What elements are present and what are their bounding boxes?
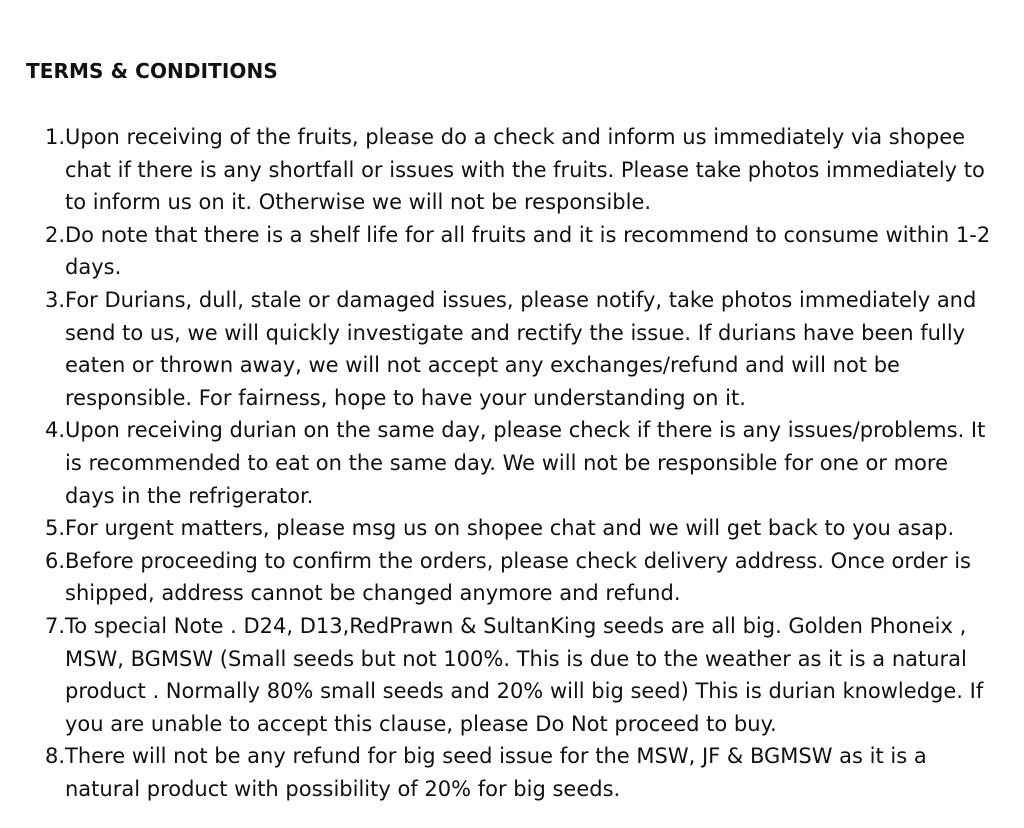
item-number: 4. [44, 418, 65, 443]
terms-item-7 [24, 610, 1000, 740]
item-text: To special Note . D24, D13,RedPrawn & SultanKing seeds are all big. Golden Phoneix , MSW, BGMSW (Small seeds but not 100%. This is due to the weather as it is a natural product . Normally 80% small seeds and 20% will big seed) This is durian knowledge. If you are unable to accept this clause, please Do Not proceed to buy. [65, 613, 984, 736]
terms-item-5 [24, 512, 1000, 545]
item-text: For urgent matters, please msg us on shopee chat and we will get back to you asap. [65, 516, 955, 541]
item-number: 7. [44, 613, 65, 638]
page-title: TERMS & CONDITIONS [26, 59, 278, 83]
item-number: 5. [44, 516, 65, 541]
terms-item-4 [24, 414, 1000, 512]
item-number: 6. [44, 548, 65, 573]
terms-item-6 [24, 545, 1000, 610]
item-number: 1. [44, 125, 65, 149]
terms-item-3 [24, 284, 1000, 414]
terms-item-8 [24, 740, 1000, 805]
item-text: Before proceeding to confirm the orders, please check delivery address. Once order is shipped, address cannot be changed anymore and refund. [65, 548, 971, 606]
item-number: 8. [44, 744, 65, 769]
item-text: Upon receiving of the fruits, please do a check and inform us immediately via shopee chat if there is any shortfall or issues with the fruits. Please take photos immediately to to inform us on it. Otherwise we will not be responsible. [65, 125, 985, 215]
item-text: Upon receiving durian on the same day, please check if there is any issues/problems. It is recommended to eat on the same day. We will not be responsible for one or more days in the refrigerator. [65, 418, 986, 508]
item-text: For Durians, dull, stale or damaged issues, please notify, take photos immediately and send to us, we will quickly investigate and rectify the issue. If durians have been fully eaten or thrown away, we will not accept any exchanges/refund and will not be responsible. For fairness, hope to have your understanding on it. [65, 287, 977, 410]
terms-item-1 [24, 121, 1000, 219]
terms-item-2 [24, 219, 1000, 284]
terms-list [24, 121, 1000, 805]
item-number: 3. [44, 287, 65, 312]
item-text: Do note that there is a shelf life for all fruits and it is recommend to consume within 1-2 days. [65, 222, 991, 280]
item-text: There will not be any refund for big seed issue for the MSW, JF & BGMSW as it is a natural product with possibility of 20% for big seeds. [65, 744, 927, 801]
item-number: 2. [44, 222, 65, 247]
